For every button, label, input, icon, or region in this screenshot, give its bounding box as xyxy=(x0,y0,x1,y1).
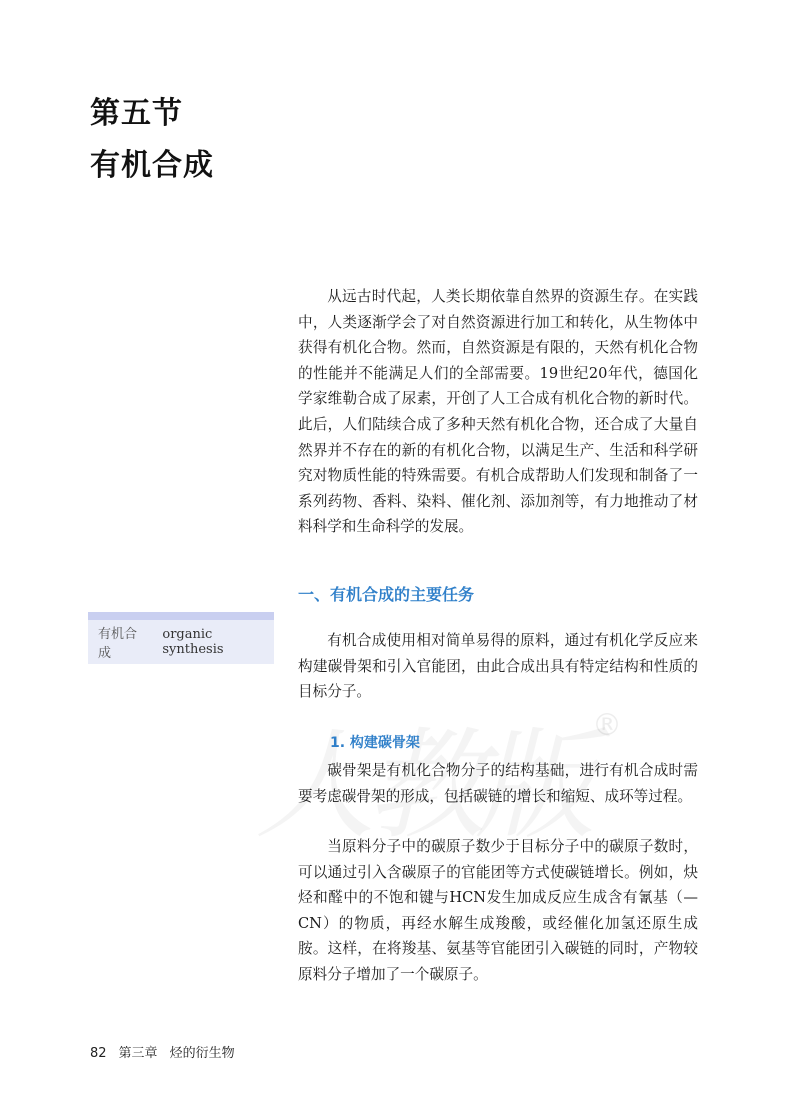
task-paragraph: 有机合成使用相对简单易得的原料，通过有机化学反应来构建碳骨架和引入官能团，由此合成出具有特定结构和性质的目标分子。 xyxy=(298,632,698,701)
section-title xyxy=(90,88,214,192)
footer-chapter-title: 烃的衍生物 xyxy=(169,1046,235,1061)
term-chinese: 有机合成 xyxy=(98,627,138,661)
skeleton-paragraph: 碳骨架是有机化合物分子的结构基础，进行有机合成时需要考虑碳骨架的形成，包括碳链的增长和缩短、成环等过程。 xyxy=(298,762,698,805)
page-number: 82 xyxy=(90,1046,107,1061)
chain-growth-paragraph: 当原料分子中的碳原子数少于目标分子中的碳原子数时，可以通过引入含碳原子的官能团等方式使碳链增长。例如，炔烃和醛中的不饱和键与HCN发生加成反应生成含有氰基（—CN）的物质，再经水解生成羧酸，或经催化加氢还原生成胺。这样，在将羧基、氨基等官能团引入碳链的同时，产物较原料分子增加了一个碳原子。 xyxy=(298,838,698,983)
intro-paragraph: 从远古时代起，人类长期依靠自然界的资源生存。在实践中，人类逐渐学会了对自然资源进行加工和转化，从生物体中获得有机化合物。然而，自然资源是有限的，天然有机化合物的性能并不能满足人们的全部需要。19世纪20年代，德国化学家维勒合成了尿素，开创了人工合成有机化合物的新时代。此后，人们陆续合成了多种天然有机化合物，还合成了大量自然界并不存在的新的有机化合物，以满足生产、生活和科学研究对物质性能的特殊需要。有机合成帮助人们发现和制备了一系列药物、香料、染料、催化剂、添加剂等，有力地推动了材料科学和生命科学的发展。 xyxy=(298,288,698,536)
glossary-term-box xyxy=(88,612,274,664)
heading-main-task: 一、有机合成的主要任务 xyxy=(298,585,475,604)
term-english: organic synthesis xyxy=(162,627,224,657)
page-footer xyxy=(90,1042,235,1061)
watermark-registered-mark: ® xyxy=(592,708,622,743)
section-name: 有机合成 xyxy=(90,148,214,183)
heading-carbon-skeleton: 1. 构建碳骨架 xyxy=(330,735,420,751)
footer-chapter: 第三章 xyxy=(118,1046,158,1061)
section-number: 第五节 xyxy=(90,96,183,131)
